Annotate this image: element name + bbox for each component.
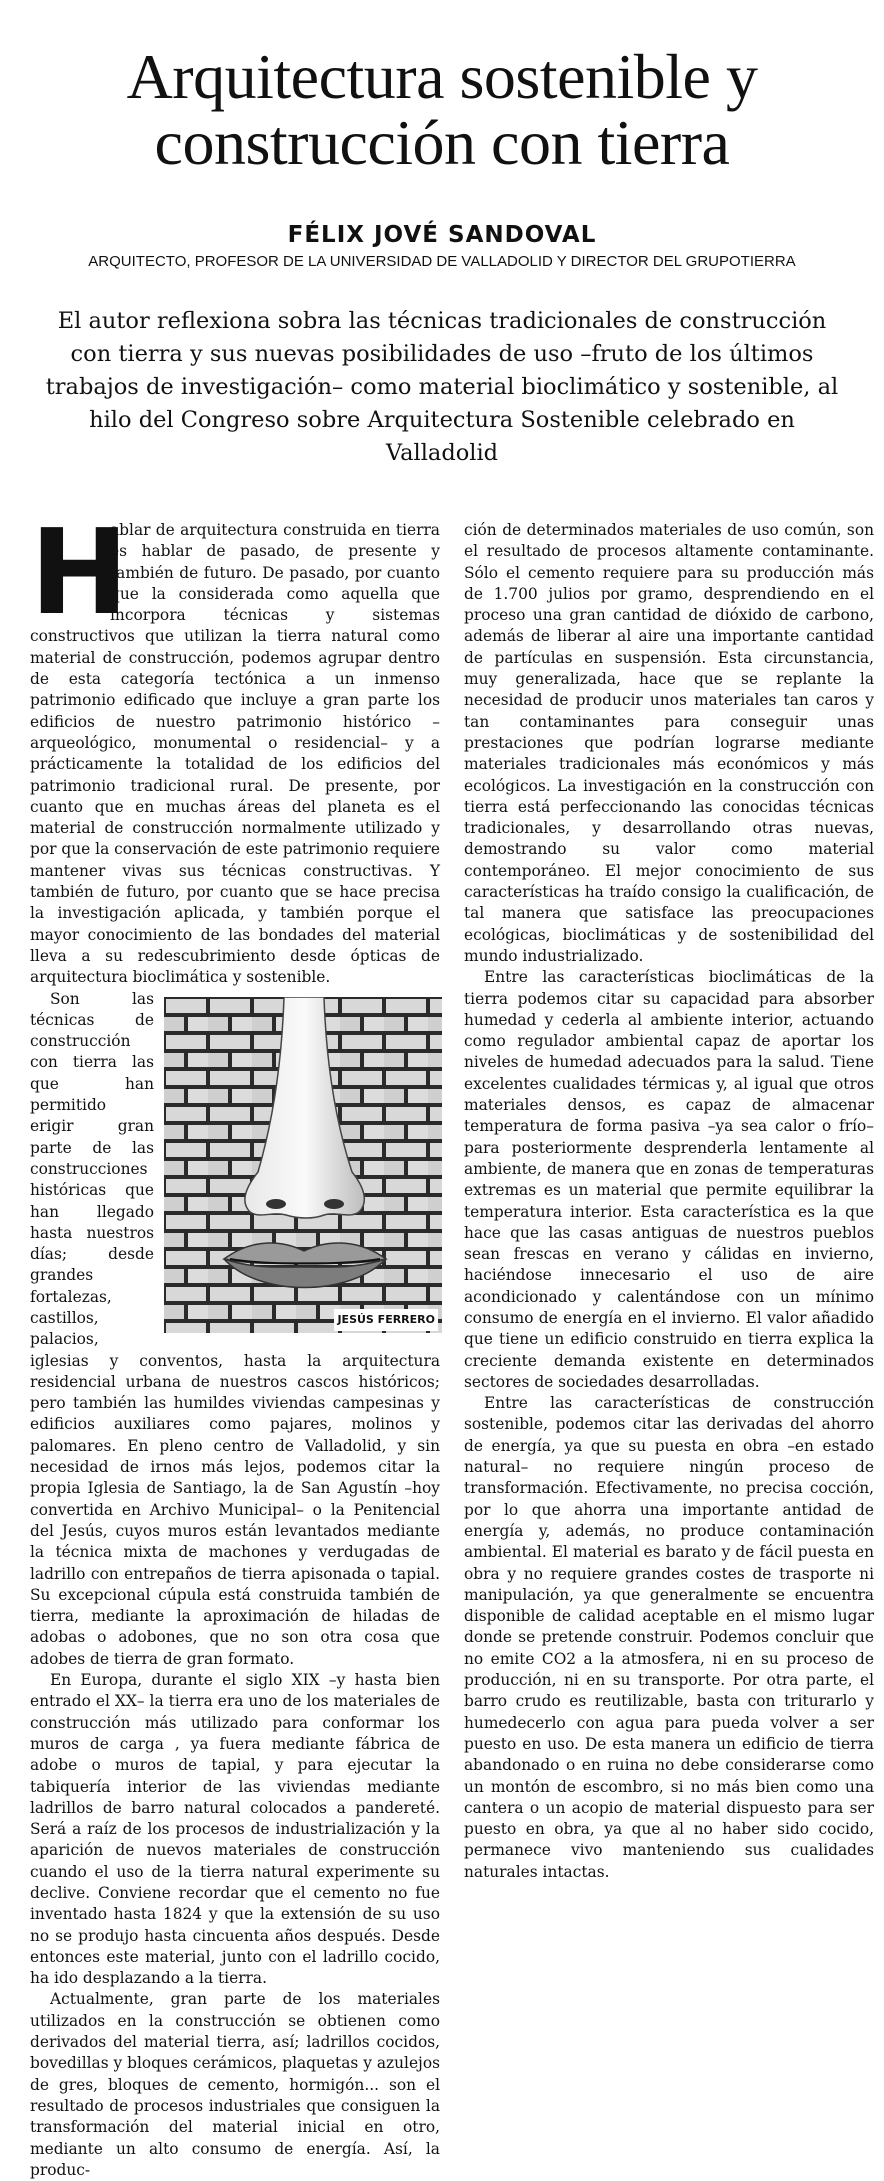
paragraph-5: ción de determinados materiales de uso común, son el resultado de procesos altamente contaminante. Sólo el cemento requiere para su producción más de 1.700 julios por gramo, desprendiendo en el proceso una gran cantidad de dióxido de carbono, además de liberar al aire una importante cantidad de partículas en suspensión. Esta circunstancia, muy generalizada, hace que se replante la necesidad de producir unos materiales tan caros y tan contaminantes para conseguir unas prestaciones que podrían lograrse mediante materiales tradicionales más económicos y más ecológicos. La investigación en la construcción con tierra está perfeccionando las conocidas técnicas tradicionales, y desarrollando otras nuevas, demostrando su valor como material contemporáneo. El mejor conocimiento de sus características ha traído consigo la cualificación, de tal manera que satisface las preocupaciones ecológicas, bioclimáticas y de sostenibilidad del mundo industrializado.: [464, 521, 874, 965]
paragraph-4: Actualmente, gran parte de los materiales utilizados en la construcción se obtienen como derivados del material tierra, así; ladrillos cocidos, bovedillas y bloques cerámicos, plaquetas y azulejos de gres, bloques de cemento, hormigón... son el resultado de procesos industriales que consiguen la transformación del material inicial en otro, mediante un alto consumo de energía. Así, la produc-: [30, 1990, 440, 2179]
paragraph-3: En Europa, durante el siglo XIX –y hasta bien entrado el XX– la tierra era uno de los materiales de construcción más utilizado para conformar los muros de carga , ya fuera mediante fábrica de adobe o muros de tapial, y para ejecutar la tabiquería interior de las viviendas mediante ladrillos de barro natural colocados a pandereté. Será a raíz de los procesos de industrialización y la aparición de nuevos materiales de construcción cuando el uso de la tierra natural experimente su declive. Conviene recordar que el cemento no fue inventado hasta 1824 y que la extensión de su uso no se produjo hasta cincuenta años después. Desde entonces este material, junto con el ladrillo cocido, ha ido desplazando a la tierra.: [30, 1671, 440, 1988]
paragraph-2: Son las técnicas de construcción con tierra las que han permitido erigir gran parte de las construcciones históricas que han llegado hasta nuestros días; desde grandes fortalezas, castillos, palacios, iglesias y conventos, hasta la arquitectura residencial urbana de nuestros cascos históricos; pero también las humildes viviendas campesinas y edificios auxiliares como pajares, molinos y palomares. En pleno centro de Valladolid, y sin necesidad de irnos más lejos, podemos citar la propia Iglesia de Santiago, la de San Agustín –hoy convertida en Archivo Municipal– o la Penitencial del Jesús, cuyos muros están levantados mediante la técnica mixta de machones y verdugadas de ladrillo con entrepaños de tierra apisonada o tapial. Su excepcional cúpula está construida también de tierra, mediante la aproximación de hiladas de adobas o adobones, que no son otra cosa que adobes de tierra de gran formato.: [30, 989, 440, 1668]
illustration: [164, 997, 442, 1333]
body-column-right: [464, 520, 874, 1883]
author-name: FÉLIX JOVÉ SANDOVAL: [287, 222, 597, 248]
illustration-credit: JESÚS FERRERO: [334, 1309, 438, 1330]
paragraph-7: Entre las características de construcción sostenible, podemos citar las derivadas del ahorro de energía, ya que su puesta en obra –en estado natural– no requiere ningún proceso de transformación. Efectivamente, no precisa cocción, por lo que ahorra una importante antidad de energía y, además, no produce contaminación ambiental. El material es barato y de fácil puesta en obra y no requiere grandes costes de trasporte ni manipulación, ya que generalmente se encuentra disponible de calidad aceptable en el mismo lugar donde se pretende construir. Podemos concluir que no emite CO2 a la atmosfera, ni en su proceso de producción, ni en su transporte. Por otra parte, el barro crudo es reutilizable, basta con triturarlo y humedecerlo con agua para pueda volver a ser puesto en uso. De esta manera un edificio de tierra abandonado o en ruina no debe considerarse como un montón de escombro, si no más bien como una cantera o un acopio de material dispuesto para ser puesto en obra, ya que al no haber sido cocido, permanece vivo manteniendo sus cualidades naturales intactas.: [464, 1394, 874, 1881]
paragraph-1: [30, 503, 440, 989]
paragraph-1-text: ablar de arquitectura construida en tierra es hablar de pasado, de presente y también de futuro. De pasado, por cuanto que la considerada como aquella que incorpora técnicas y sistemas constructivos que utilizan la tierra natural como material de construcción, podemos agrupar dentro de esta categoría tectónica a un inmenso patrimonio edificado que incluye a gran parte los edificios de nuestro patrimonio histórico –arqueológico, monumental o residencial– y a prácticamente la totalidad de los edificios del patrimonio tradicional rural. De presente, por cuanto que en muchas áreas del planeta es el material de construcción normalmente utilizado y por que la conservación de este patrimonio requiere mantener vivas sus técnicas constructivas. Y también de futuro, por cuanto que se hace precisa la investigación aplicada, y también porque el mayor conocimiento de las bondades del material lleva a su redescubrimiento desde ópticas de arquitectura bioclimática y sostenible.: [30, 521, 440, 987]
author-role: ARQUITECTO, PROFESOR DE LA UNIVERSIDAD DE VALLADOLID Y DIRECTOR DEL GRUPOTIERRA: [88, 253, 796, 270]
article-lead: El autor reflexiona sobra las técnicas tradicionales de construcción con tierra y sus nuevas posibilidades de uso –fruto de los últimos trabajos de investigación– como material bioclimático y sostenible, al hilo del Congreso sobre Arquitectura Sostenible celebrado en Valladolid: [45, 308, 839, 466]
brick-wall-nose-lips-illustration-icon: [164, 997, 442, 1333]
paragraph-6: Entre las características bioclimáticas de la tierra podemos citar su capacidad para absorber humedad y cederla al ambiente interior, actuando como regulador ambiental capaz de aportar los niveles de humedad adecuados para la salud. Tiene excelentes cualidades térmicas y, al igual que otros materiales densos, es capaz de almacenar temperatura de forma pasiva –ya sea calor o frío– para posteriormente desprenderla lentamente al ambiente, de manera que en zonas de temperaturas extremas es un material que permite equilibrar la temperatura interior. Esta característica es la que hace que las casas antiguas de nuestros pueblos sean frescas en verano y cálidas en invierno, haciéndose innecesario el uso de aire acondicionado y calentándose con un mínimo consumo de energía en el invierno. El valor añadido que tiene un edificio construido en tierra explica la creciente demanda existente en determinados sectores de sociedades desarrolladas.: [464, 968, 874, 1391]
body-column-left: [30, 503, 440, 2181]
drop-cap: H: [30, 503, 129, 641]
article-title: Arquitectura sostenible y construcción con tierra: [126, 41, 758, 178]
